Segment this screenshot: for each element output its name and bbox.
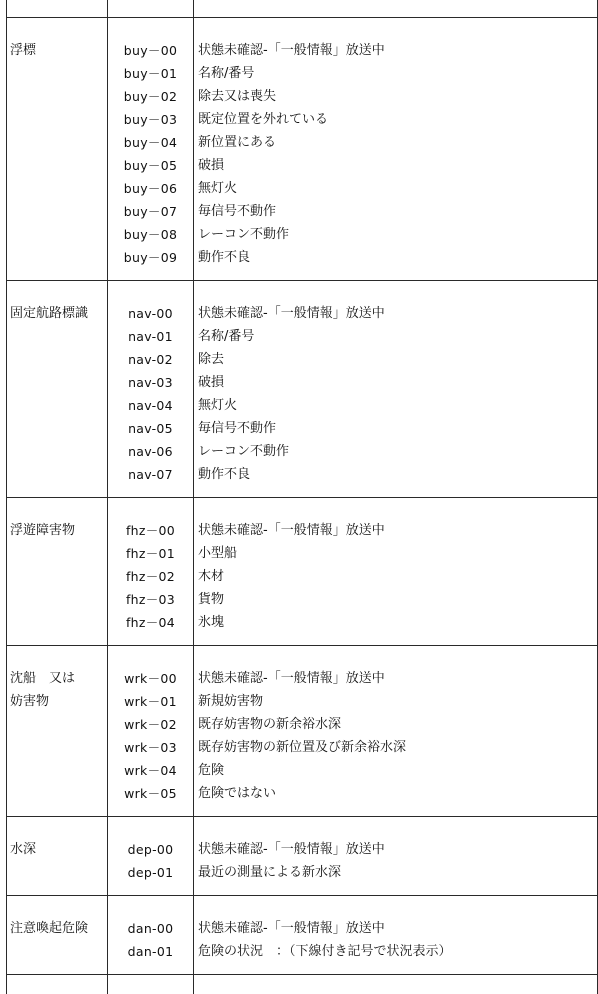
table-row [7,281,598,498]
entry-description: 破損 [194,371,597,394]
table-row [7,498,598,646]
category-label: 固定航路標識 [10,302,104,325]
entry-code: buy－03 [108,108,193,131]
code-cell [108,498,194,646]
entry-code: dan-01 [108,940,193,963]
entry-description: レーコン不動作 [194,440,597,463]
entry-description: レーコン不動作 [194,223,597,246]
description-cell [194,817,598,896]
table-top-continuation-row [7,0,598,18]
entry-code: nav-01 [108,325,193,348]
stub-cell [194,0,598,18]
entry-code: wrk－05 [108,782,193,805]
entry-code: nav-03 [108,371,193,394]
description-cell [194,18,598,281]
message-code-table [6,0,598,994]
entry-code: nav-00 [108,302,193,325]
entry-code: fhz－01 [108,542,193,565]
entry-code: fhz－00 [108,519,193,542]
entry-code: wrk－00 [108,667,193,690]
entry-description: 小型船 [194,542,597,565]
entry-code: fhz－02 [108,565,193,588]
entry-description: 動作不良 [194,246,597,269]
entry-description: 無灯火 [194,177,597,200]
entry-code: wrk－01 [108,690,193,713]
category-label: 浮標 [10,39,104,62]
entry-description: 新規妨害物 [194,690,597,713]
entry-description: 危険 [194,759,597,782]
entry-code: buy－07 [108,200,193,223]
entry-description: 状態未確認-「一般情報」放送中 [194,917,597,940]
category-cell [7,646,108,817]
entry-description: 状態未確認-「一般情報」放送中 [194,519,597,542]
entry-code: nav-07 [108,463,193,486]
category-cell [7,896,108,975]
category-label: 沈船 又は [10,667,104,690]
entry-description: 貨物 [194,588,597,611]
stub-cell [108,0,194,18]
code-cell [108,281,194,498]
entry-description: 危険の状況 ：（下線付き記号で状況表示） [194,940,597,963]
category-label: 浮遊障害物 [10,519,104,542]
code-cell [108,896,194,975]
entry-code: dep-00 [108,838,193,861]
entry-code: buy－06 [108,177,193,200]
category-cell [7,281,108,498]
category-label: 妨害物 [10,690,104,713]
table-row [7,817,598,896]
category-cell [7,498,108,646]
entry-description: 状態未確認-「一般情報」放送中 [194,39,597,62]
entry-description: 状態未確認-「一般情報」放送中 [194,302,597,325]
table-row [7,646,598,817]
entry-code: buy－00 [108,39,193,62]
entry-description: 動作不良 [194,463,597,486]
entry-description: 名称/番号 [194,325,597,348]
entry-code: dep-01 [108,861,193,884]
category-cell [7,18,108,281]
code-cell [108,18,194,281]
entry-code: buy－05 [108,154,193,177]
stub-cell [7,0,108,18]
description-cell [194,896,598,975]
table-body [7,0,598,994]
entry-code: buy－08 [108,223,193,246]
entry-code: fhz－04 [108,611,193,634]
entry-description: 除去又は喪失 [194,85,597,108]
entry-code: buy－04 [108,131,193,154]
entry-code: nav-02 [108,348,193,371]
entry-description: 毎信号不動作 [194,417,597,440]
entry-description: 状態未確認-「一般情報」放送中 [194,838,597,861]
entry-description: 危険ではない [194,782,597,805]
entry-code: wrk－04 [108,759,193,782]
entry-description: 既存妨害物の新位置及び新余裕水深 [194,736,597,759]
category-cell [7,817,108,896]
entry-description: 最近の測量による新水深 [194,861,597,884]
entry-code: buy－09 [108,246,193,269]
category-label: 水深 [10,838,104,861]
entry-code: dan-00 [108,917,193,940]
stub-cell [7,975,108,994]
description-cell [194,498,598,646]
entry-code: nav-06 [108,440,193,463]
entry-description: 名称/番号 [194,62,597,85]
entry-description: 破損 [194,154,597,177]
entry-code: nav-04 [108,394,193,417]
entry-code: fhz－03 [108,588,193,611]
table-bottom-continuation-row [7,975,598,994]
entry-description: 既定位置を外れている [194,108,597,131]
stub-cell [108,975,194,994]
code-cell [108,817,194,896]
description-cell [194,646,598,817]
table-row [7,896,598,975]
stub-cell [194,975,598,994]
entry-description: 新位置にある [194,131,597,154]
table-row [7,18,598,281]
entry-description: 無灯火 [194,394,597,417]
description-cell [194,281,598,498]
entry-description: 既存妨害物の新余裕水深 [194,713,597,736]
entry-description: 状態未確認-「一般情報」放送中 [194,667,597,690]
entry-code: wrk－02 [108,713,193,736]
code-cell [108,646,194,817]
category-label: 注意喚起危険 [10,917,104,940]
entry-description: 木材 [194,565,597,588]
entry-description: 毎信号不動作 [194,200,597,223]
entry-code: nav-05 [108,417,193,440]
entry-code: wrk－03 [108,736,193,759]
entry-description: 除去 [194,348,597,371]
entry-description: 氷塊 [194,611,597,634]
entry-code: buy－02 [108,85,193,108]
entry-code: buy－01 [108,62,193,85]
